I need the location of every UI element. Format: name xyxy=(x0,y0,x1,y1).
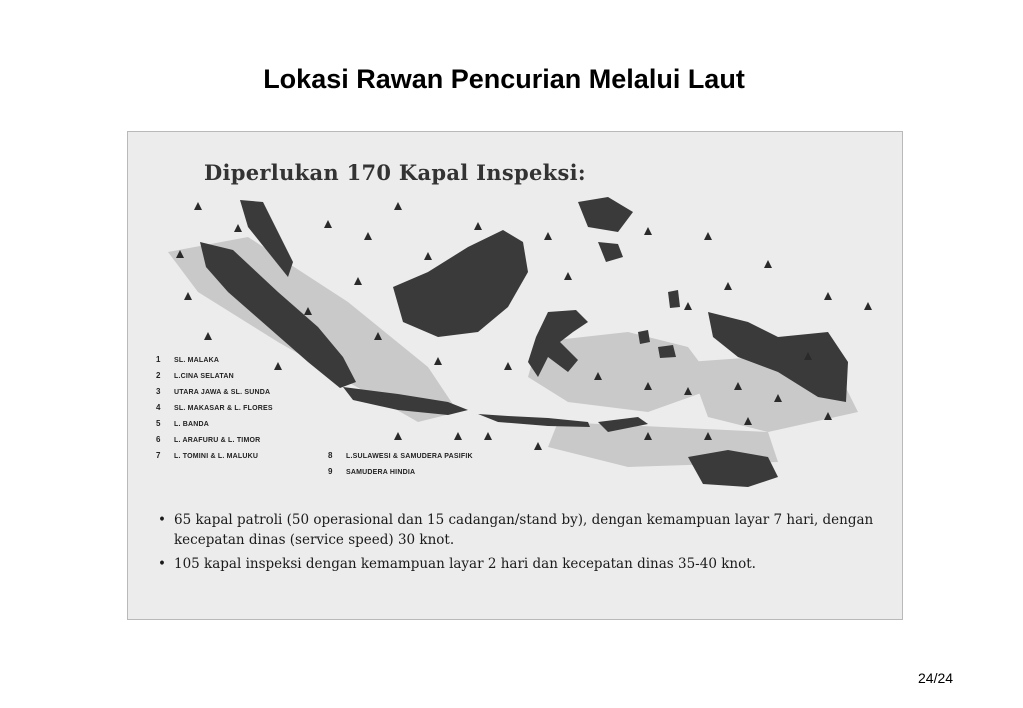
legend-item: 3 UTARA JAWA & SL. SUNDA xyxy=(156,387,271,396)
map-heading: Diperlukan 170 Kapal Inspeksi: xyxy=(204,160,586,185)
legend-item: 1 SL. MALAKA xyxy=(156,355,220,364)
legend-item: 6 L. ARAFURU & L. TIMOR xyxy=(156,435,261,444)
legend-item: 4 SL. MAKASAR & L. FLORES xyxy=(156,403,273,412)
legend-item: 2 L.CINA SELATAN xyxy=(156,371,234,380)
legend-item: 7 L. TOMINI & L. MALUKU xyxy=(156,451,259,460)
nusa-tenggara xyxy=(478,414,590,427)
legend-item: 9 SAMUDERA HINDIA xyxy=(328,467,416,476)
legend-item: 5 L. BANDA xyxy=(156,419,210,428)
kalimantan xyxy=(393,230,528,337)
note-patrol-ships: • 65 kapal patroli (50 operasional dan 15 cadangan/stand by), dengan kemampuan layar 7 hari, dengan kecepatan dinas (service speed) 30 knot. xyxy=(158,510,878,550)
scanned-map-image xyxy=(127,131,903,620)
note-inspection-ships: • 105 kapal inspeksi dengan kemampuan layar 2 hari dan kecepatan dinas 35-40 knot. xyxy=(158,554,878,574)
legend-item: 8 L.SULAWESI & SAMUDERA PASIFIK xyxy=(328,451,473,460)
fleet-notes xyxy=(158,510,878,578)
zone-legend xyxy=(156,352,273,464)
slide-title: Lokasi Rawan Pencurian Melalui Laut xyxy=(263,64,745,94)
page-number: 24/24 xyxy=(918,670,954,686)
zone-legend-secondary xyxy=(328,448,473,480)
